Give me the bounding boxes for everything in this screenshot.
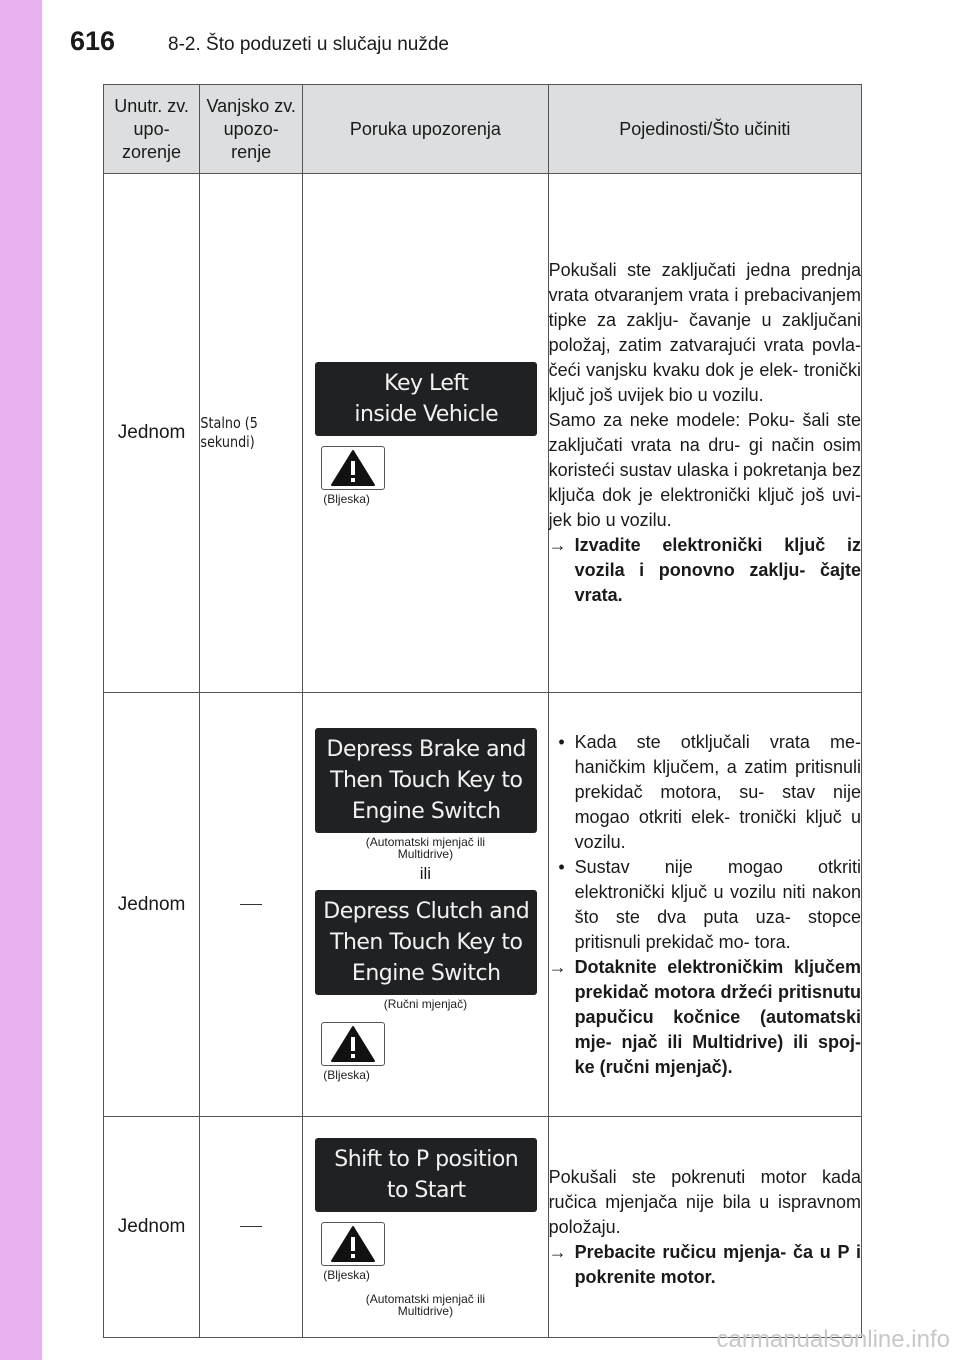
warning-message-cell bbox=[303, 1117, 548, 1338]
exterior-buzzer-cell: Stalno (5 sekundi) bbox=[200, 174, 288, 693]
or-label: ili bbox=[419, 864, 432, 883]
display-caption: (Ručni mjenjač) bbox=[383, 997, 468, 1011]
section-title: 8-2. Što poduzeti u slučaju nužde bbox=[168, 34, 449, 55]
watermark: carmanualsonline.info bbox=[716, 1326, 950, 1353]
interior-buzzer-cell: Jednom bbox=[104, 693, 200, 1117]
header-exterior-buzzer: Vanjsko zv. upozo- renje bbox=[200, 85, 303, 174]
dash-mark bbox=[240, 904, 262, 905]
warning-triangle-icon bbox=[330, 1225, 376, 1263]
flash-caption: (Bljeska) bbox=[323, 1267, 370, 1282]
list-item: • Sustav nije mogao otkriti elektronički ključ u vozilu niti nakon što ste dva puta uza- stopce pritisnuli prekidač mo- tora. bbox=[549, 855, 861, 955]
display-message: Key Left inside Vehicle bbox=[315, 362, 537, 436]
table-row bbox=[104, 174, 862, 693]
list-item: • Kada ste otključali vrata me- haničkim ključem, a zatim pritisnuli prekidač motora, su- stav nije mogao otkriti elek- tronički ključ u vozilu. bbox=[549, 730, 861, 855]
arrow-icon: → bbox=[548, 1241, 567, 1262]
display-message: Depress Clutch and Then Touch Key to Engine Switch bbox=[315, 890, 537, 995]
interior-buzzer-cell: Jednom bbox=[104, 174, 200, 693]
details-cell bbox=[548, 174, 861, 693]
warning-light bbox=[321, 1022, 385, 1066]
flash-caption: (Bljeska) bbox=[323, 1068, 370, 1082]
warning-message-cell bbox=[303, 174, 548, 693]
exterior-buzzer-cell bbox=[200, 693, 303, 1117]
header-warning-message: Poruka upozorenja bbox=[303, 85, 548, 174]
detail-text: Samo za neke modele: Poku- šali ste zaključati vrata na dru- gi način osim koristeći sustav ulaska i pokretanja bez ključa dok je elektronički ključ još uvi- jek bio u vozilu. bbox=[548, 410, 861, 530]
exterior-buzzer-cell bbox=[200, 1117, 303, 1338]
header-details: Pojedinosti/Što učiniti bbox=[548, 85, 861, 174]
warning-table bbox=[103, 84, 862, 1338]
flash-caption: (Bljeska) bbox=[323, 491, 370, 506]
display-message: Depress Brake and Then Touch Key to Engine Switch bbox=[315, 728, 537, 833]
action-item: → Izvadite elektronički ključ iz vozila i ponovno zaklju- čajte vrata. bbox=[549, 533, 861, 608]
table-row bbox=[104, 693, 862, 1117]
details-cell bbox=[548, 1117, 861, 1338]
side-tab-bar bbox=[0, 0, 42, 1360]
table-header-row bbox=[104, 85, 862, 174]
action-item: → Prebacite ručicu mjenja- ča u P i pokrenite motor. bbox=[549, 1240, 861, 1290]
display-caption: (Automatski mjenjač ili Multidrive) bbox=[365, 835, 486, 861]
display-message: Shift to P position to Start bbox=[315, 1138, 537, 1212]
warning-light bbox=[321, 446, 385, 490]
arrow-icon: → bbox=[548, 535, 567, 555]
action-item: → Dotaknite elektroničkim ključem prekidač motora držeći pritisnutu papučicu kočnice (automatski mje- njač ili Multidrive) ili spoj- ke (ručni mjenjač). bbox=[549, 955, 861, 1080]
header-interior-buzzer: Unutr. zv. upo- zorenje bbox=[104, 85, 200, 174]
arrow-icon: → bbox=[548, 956, 567, 977]
detail-text: Pokušali ste pokrenuti motor kada ručica mjenjača nije bila u ispravnom položaju. bbox=[548, 1166, 861, 1237]
display-caption: (Automatski mjenjač ili Multidrive) bbox=[365, 1291, 486, 1318]
warning-light bbox=[321, 1222, 385, 1266]
bullet-icon: • bbox=[558, 856, 565, 877]
table-row bbox=[104, 1117, 862, 1338]
page-number: 616 bbox=[70, 26, 116, 56]
detail-text: Pokušali ste zaključati jedna prednja vrata otvaranjem vrata i prebacivanjem tipke za zaklju- čavanje u zaključani položaj, zatim zatvarajući vrata povla- čeći vanjsku kvaku dok je elek- tronički ključ još uvijek bio u vozilu. bbox=[548, 260, 861, 405]
details-cell bbox=[548, 693, 861, 1117]
dash-mark bbox=[240, 1226, 262, 1227]
interior-buzzer-cell: Jednom bbox=[104, 1117, 200, 1338]
warning-triangle-icon bbox=[330, 1025, 376, 1063]
warning-message-cell bbox=[303, 693, 548, 1117]
warning-triangle-icon bbox=[330, 449, 376, 487]
bullet-icon: • bbox=[558, 731, 565, 752]
